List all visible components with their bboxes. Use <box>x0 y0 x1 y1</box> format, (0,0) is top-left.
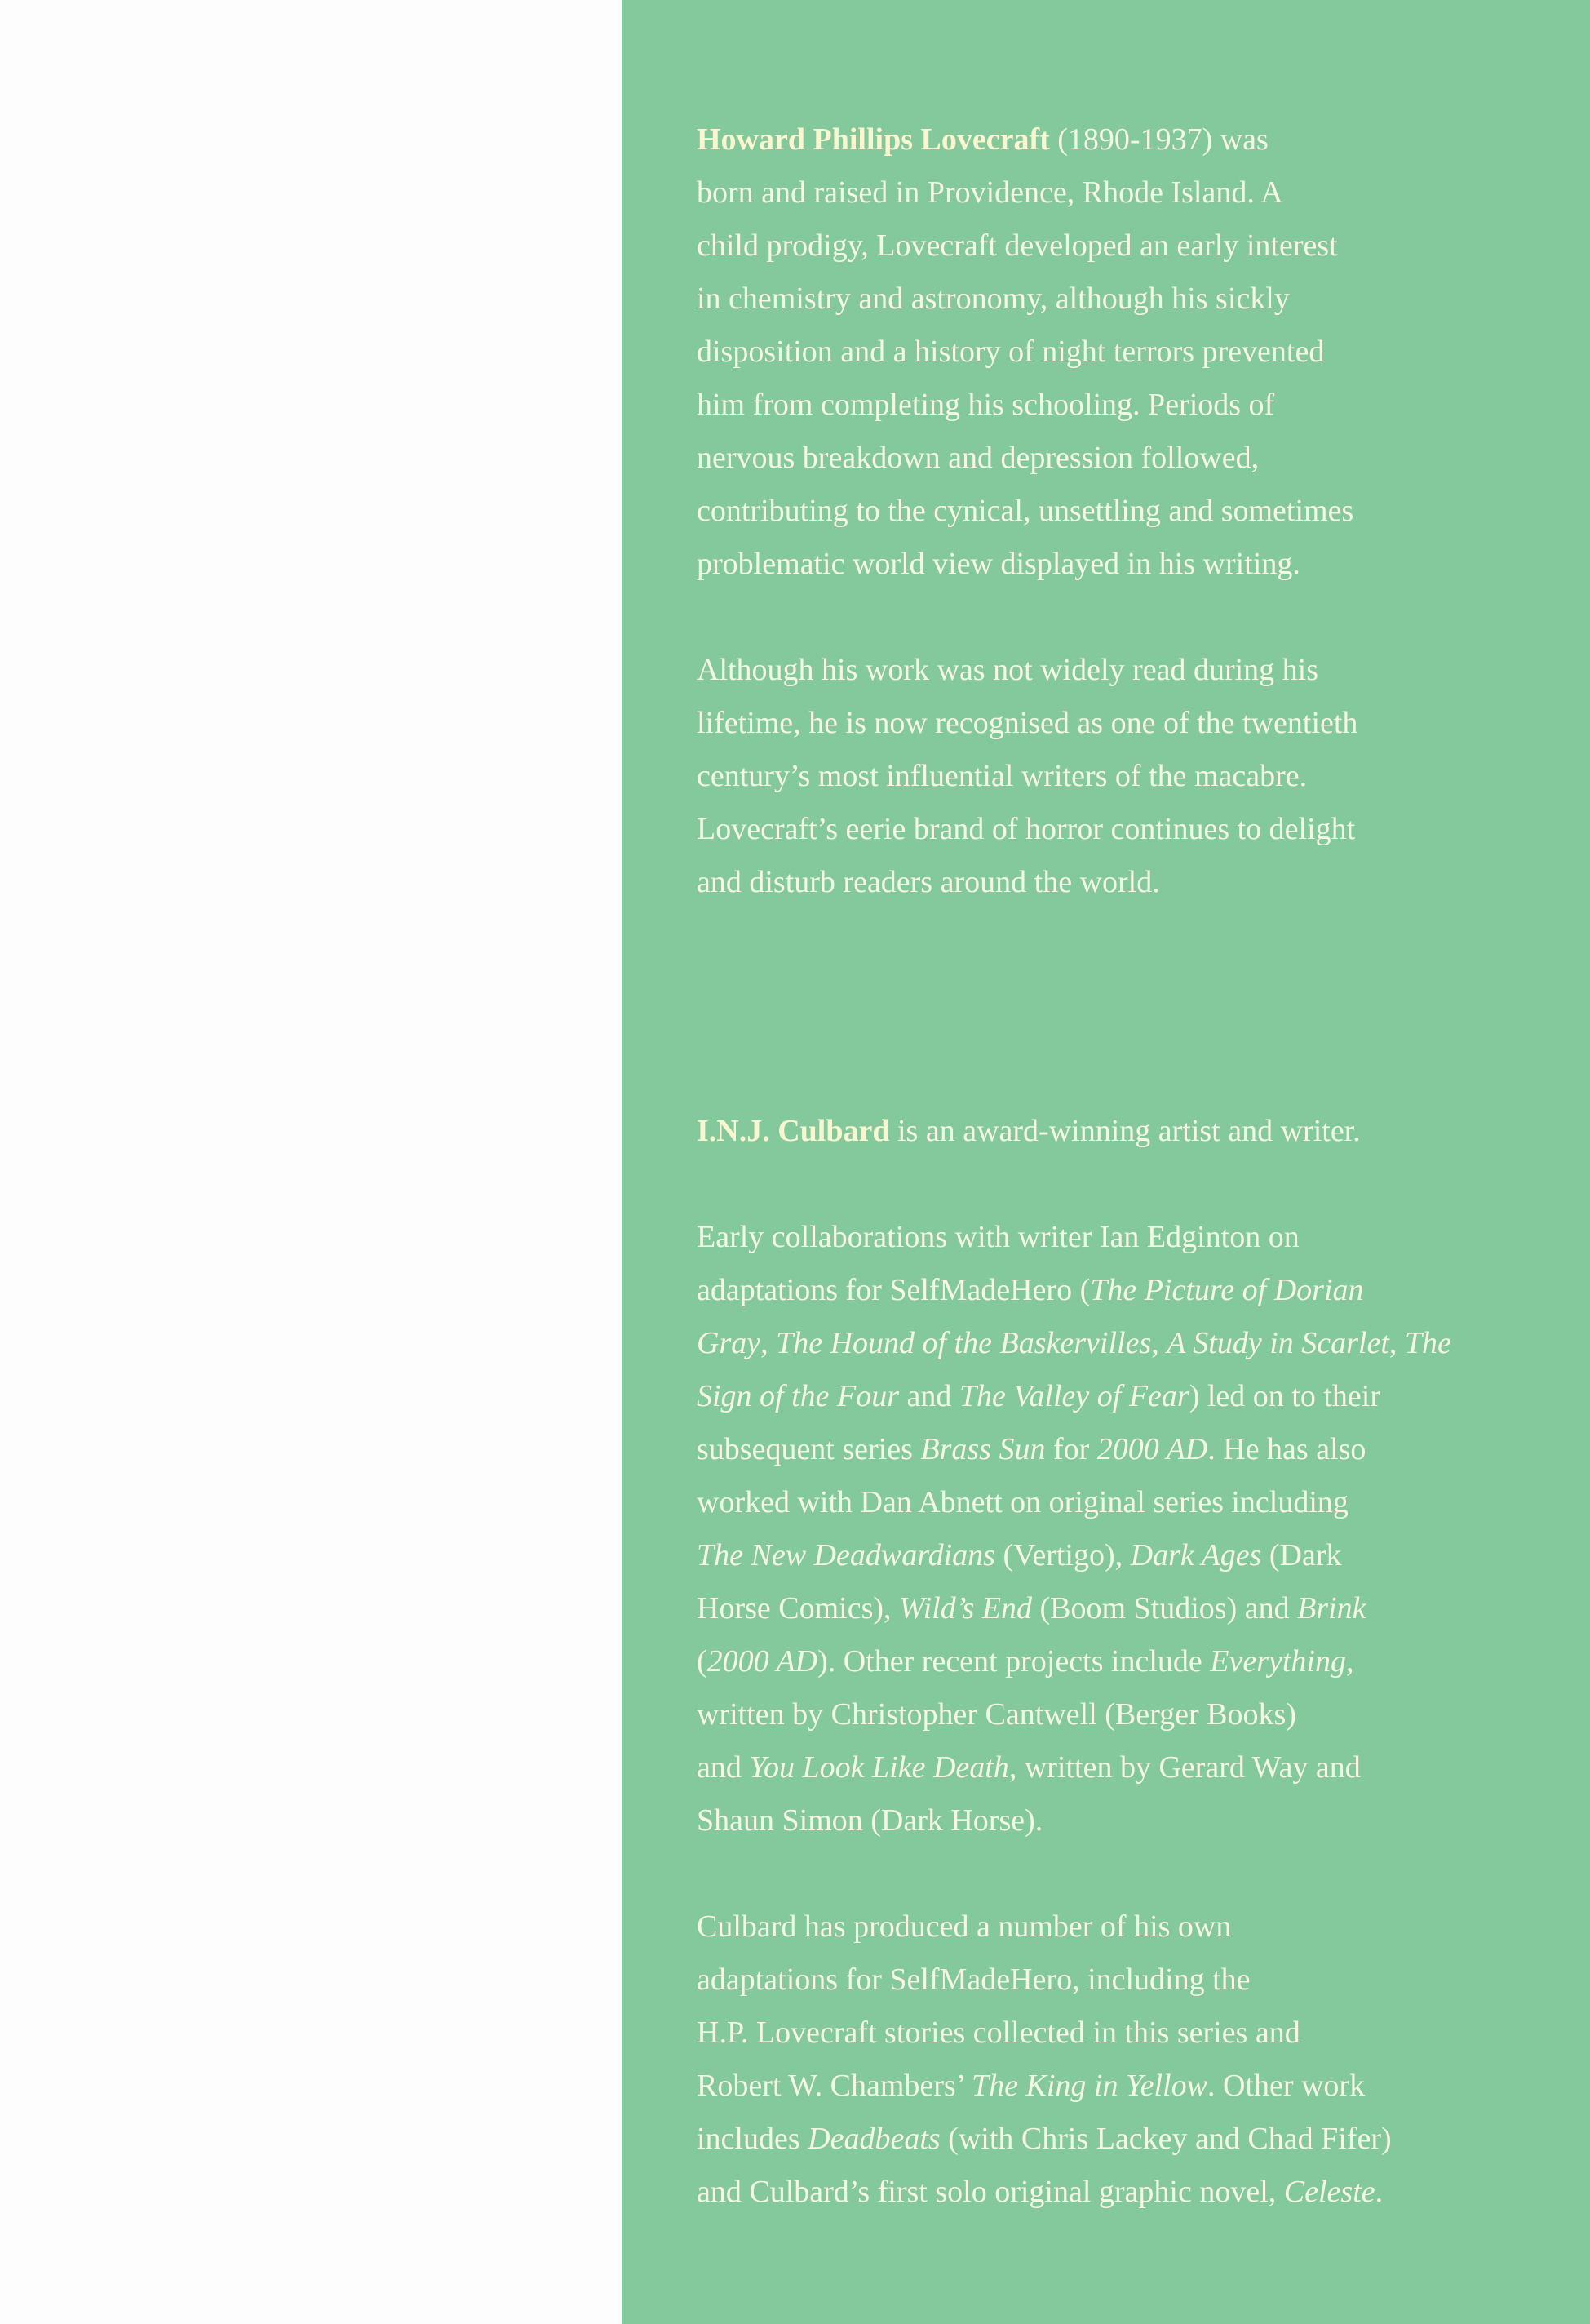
text-line: contributing to the cynical, unsettling and sometimes <box>697 494 1354 528</box>
text-line: H.P. Lovecraft stories collected in this series and <box>697 2016 1300 2050</box>
book-title: Wild’s End <box>899 1591 1032 1625</box>
text-line: I.N.J. Culbard is an award-winning artist and writer. <box>697 1114 1361 1148</box>
text-line: Although his work was not widely read during his <box>697 653 1319 687</box>
text-line: Gray, The Hound of the Baskervilles, A Study in Scarlet, The <box>697 1326 1451 1360</box>
text-line: Sign of the Four and The Valley of Fear) led on to their <box>697 1379 1380 1413</box>
text-line: Lovecraft’s eerie brand of horror continues to delight <box>697 812 1356 846</box>
culbard-bio-intro <box>697 1105 1480 1158</box>
text-line: and Culbard’s first solo original graphic novel, Celeste. <box>697 2175 1384 2209</box>
author-name-lovecraft: Howard Phillips Lovecraft <box>697 122 1050 157</box>
text-line: lifetime, he is now recognised as one of the twentieth <box>697 706 1358 740</box>
text-line: problematic world view displayed in his writing. <box>697 547 1300 581</box>
text-line: adaptations for SelfMadeHero (The Picture of Dorian <box>697 1273 1364 1307</box>
book-title: The Valley of Fear <box>959 1379 1189 1413</box>
text-line: Howard Phillips Lovecraft (1890-1937) was <box>697 122 1269 157</box>
text-line: Culbard has produced a number of his own <box>697 1909 1232 1944</box>
text-line: (2000 AD). Other recent projects include Everything, <box>697 1644 1354 1679</box>
book-title: The <box>1404 1326 1451 1360</box>
text-line: disposition and a history of night terrors prevented <box>697 335 1325 369</box>
book-title: Deadbeats <box>808 2122 941 2156</box>
text-line: subsequent series Brass Sun for 2000 AD. He has also <box>697 1432 1366 1466</box>
text-line: nervous breakdown and depression followed, <box>697 441 1260 475</box>
book-title: Dark Ages <box>1130 1538 1262 1572</box>
book-title: Brass Sun <box>920 1432 1046 1466</box>
book-title: Sign of the Four <box>697 1379 900 1413</box>
publication-title: 2000 AD <box>706 1644 818 1679</box>
text-line: him from completing his schooling. Periods of <box>697 388 1275 422</box>
text-line: and You Look Like Death, written by Gerard Way and <box>697 1750 1361 1785</box>
book-title: The King in Yellow <box>972 2069 1207 2103</box>
text-line: adaptations for SelfMadeHero, including the <box>697 1963 1251 1997</box>
book-title: Celeste <box>1283 2175 1375 2209</box>
text-line: century’s most influential writers of the macabre. <box>697 759 1308 793</box>
text-line: born and raised in Providence, Rhode Island. A <box>697 175 1283 210</box>
book-title: Gray <box>697 1326 761 1360</box>
text-line: written by Christopher Cantwell (Berger Books) <box>697 1697 1296 1732</box>
lovecraft-bio-paragraph-1 <box>697 113 1480 591</box>
text-line: Early collaborations with writer Ian Edginton on <box>697 1220 1300 1254</box>
culbard-bio-paragraph-3 <box>697 1900 1480 2219</box>
book-title: The Picture of Dorian <box>1090 1273 1364 1307</box>
author-name-culbard: I.N.J. Culbard <box>697 1114 890 1148</box>
book-title: Everything <box>1210 1644 1346 1679</box>
book-title: A Study in Scarlet <box>1167 1326 1389 1360</box>
publication-title: 2000 AD <box>1096 1432 1208 1466</box>
text-line: and disturb readers around the world. <box>697 865 1160 899</box>
text-line: The New Deadwardians (Vertigo), Dark Ages (Dark <box>697 1538 1342 1572</box>
text-line: Robert W. Chambers’ The King in Yellow. Other work <box>697 2069 1366 2103</box>
book-title: The Hound of the Baskervilles <box>776 1326 1152 1360</box>
lovecraft-bio-paragraph-2 <box>697 644 1480 909</box>
book-title: You Look Like Death <box>749 1750 1009 1785</box>
text-line: Shaun Simon (Dark Horse). <box>697 1803 1043 1838</box>
text-line: Horse Comics), Wild’s End (Boom Studios) and Brink <box>697 1591 1366 1625</box>
text-line: worked with Dan Abnett on original series including <box>697 1485 1349 1519</box>
book-title: The New Deadwardians <box>697 1538 995 1572</box>
culbard-bio-paragraph-2 <box>697 1211 1480 1847</box>
text-line: in chemistry and astronomy, although his sickly <box>697 282 1290 316</box>
blank-left-page <box>0 0 622 2324</box>
text-line: child prodigy, Lovecraft developed an early interest <box>697 228 1338 263</box>
text-line: includes Deadbeats (with Chris Lackey and Chad Fifer) <box>697 2122 1392 2156</box>
book-title: Brink <box>1297 1591 1366 1625</box>
